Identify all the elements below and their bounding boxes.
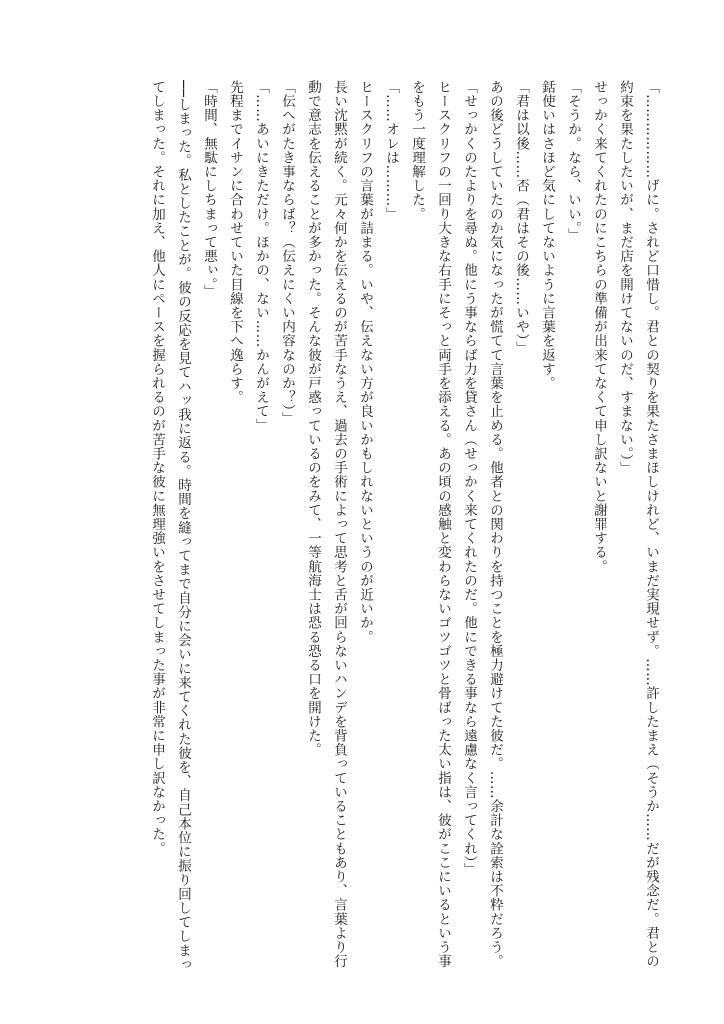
paragraph-14: 先程までイサンに合わせていた目線を下へ逸らす。: [227, 80, 243, 405]
paragraph-5: 「君は以後……否（君はその後……いや）」: [513, 80, 529, 356]
paragraph-15: 「時間、無駄にしちまって悪ぃ。」: [201, 80, 217, 299]
paragraph-7: 「せっかくのたよりを尋ぬ。他にう事ならば力を貸さん（せっかく来てくれたのだ。他にできる事なら遠慮なく言ってくれ）」: [461, 80, 477, 877]
paragraph-12: 「伝へがたき事ならば？（伝えにくい内容なのか？）」: [279, 80, 295, 426]
paragraph-13: 「……あいにきただけ。ほかの、ない……かんがえて」: [253, 80, 269, 433]
paragraph-11: 長い沈黙が続く。元々何かを伝えるのが苦手なうえ、過去の手術によって思考と舌が回らないハンデを背負っていることもあり、言葉より行動で意志を伝えることが多かった。そんな彼が戸惑っているのをみて、一等航海士は恐る恐る口を開けた。: [305, 80, 347, 969]
paragraph-16: ──しまった。私としたことが。彼の反応を見てハッ我に返る。時間を縫ってまで自分に会いに来てくれた彼を、自己本位に振り回してしまってしまった。それに加え、他人にペースを握られるのが苦手な彼に無理強いをさせてしまった事が非常に申し訳なかった。: [149, 80, 191, 972]
vertical-text-body: [144, 80, 664, 980]
paragraph-2: せっかく来てくれたのにこちらの準備が出来てなくて申し訳ないと謝罪する。: [591, 80, 607, 574]
paragraph-6: あの後どうしていたのか気になったが慌てて言葉を止める。他者との関わりを持つことを極力避けてた彼だ。……余計な詮索は不粋だろう。: [487, 80, 503, 969]
paragraph-3: 「そうか。なら、いい。」: [565, 80, 581, 243]
paragraph-10: ヒースクリフの言葉が詰まる。いや、伝えない方が良いかもしれないというのが近いか。: [357, 80, 373, 644]
paragraph-1: 「………………げに。されど口惜し。君との契りを果たさまほしけれど、いまだ実現せず。……許したまえ（そうか……だが残念だ。君との約束を果たしたいが、まだ店を開けてないのだ、すまない。）」: [617, 80, 659, 969]
paragraph-8: ヒースクリフの一回り大きな右手にそっと両手を添える。あの頃の感触と変わらないゴツゴツと骨ばった太い指は、彼がここにいるという事をもう一度理解した。: [409, 80, 451, 969]
paragraph-4: 銛使いはさほど気にしてないように言葉を返す。: [539, 80, 555, 391]
paragraph-9: 「……オレは………」: [383, 80, 399, 221]
